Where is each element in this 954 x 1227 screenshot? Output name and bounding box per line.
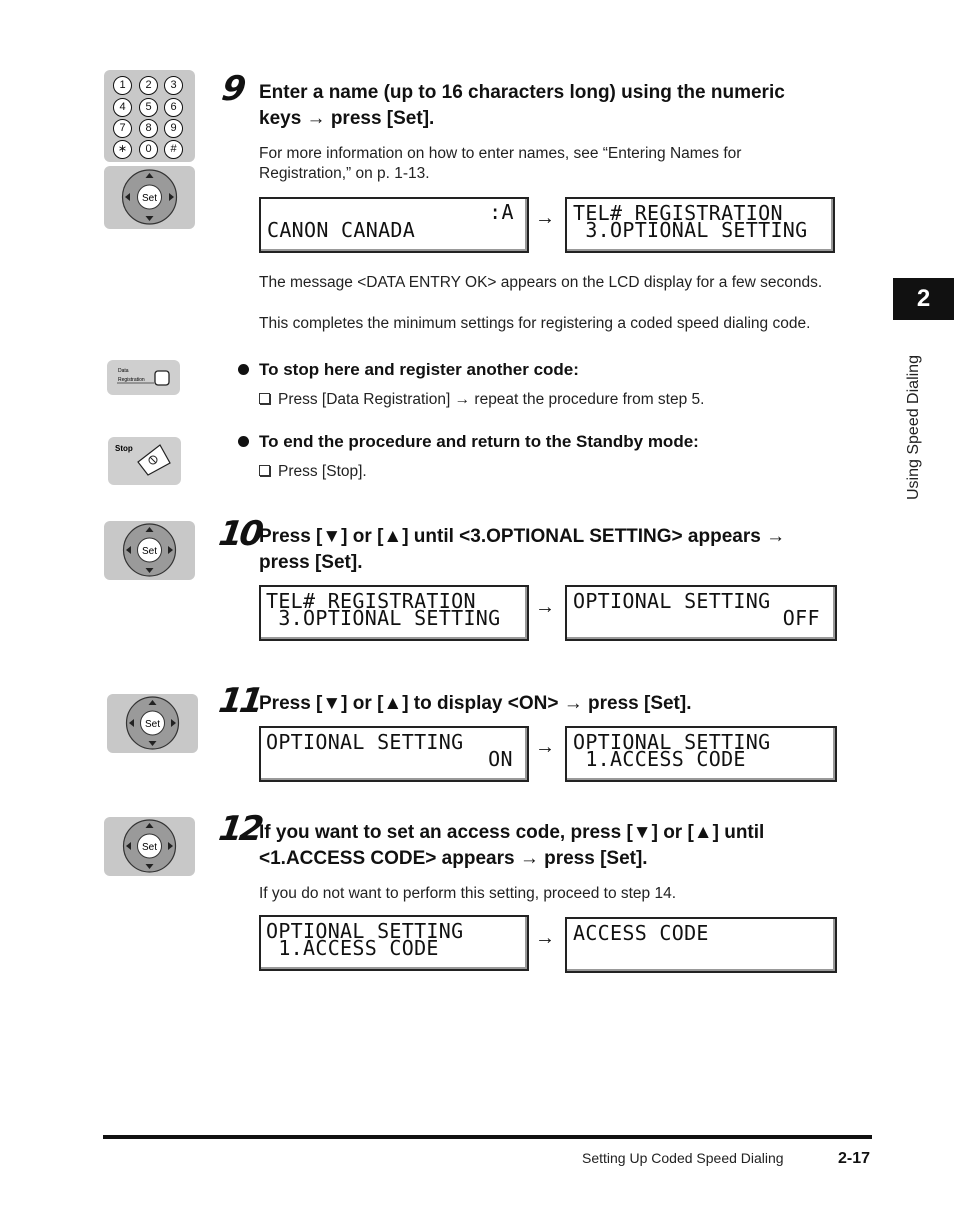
step-title-line: If you want to set an access code, press [▼] or [▲] until bbox=[259, 822, 765, 843]
set-dpad-illustration bbox=[104, 817, 195, 876]
arrow-icon: → bbox=[535, 927, 555, 949]
step-title bbox=[259, 524, 785, 576]
key-8-icon: 8 bbox=[139, 119, 158, 138]
step-title bbox=[259, 820, 764, 872]
set-dpad-illustration bbox=[107, 694, 198, 753]
lcd-line: :A bbox=[267, 200, 514, 224]
stop-key-label: Stop bbox=[115, 444, 133, 453]
lcd-line: TEL# REGISTRATION bbox=[266, 589, 476, 613]
page-number: 2-17 bbox=[838, 1150, 871, 1167]
lcd-display-after bbox=[565, 726, 837, 782]
step-number: 9 bbox=[219, 69, 246, 109]
key-4-icon: 4 bbox=[113, 98, 132, 117]
footer-section-title: Setting Up Coded Speed Dialing bbox=[582, 1150, 784, 1166]
info-text: This completes the minimum settings for registering a coded speed dialing code. bbox=[259, 315, 811, 332]
lcd-line: ON bbox=[266, 747, 513, 771]
bullet-item bbox=[259, 390, 704, 410]
key-7-icon: 7 bbox=[113, 119, 132, 138]
bullet-icon bbox=[238, 364, 249, 375]
lcd-line: OPTIONAL SETTING bbox=[266, 919, 464, 943]
bullet-icon bbox=[238, 436, 249, 447]
info-text: The message <DATA ENTRY OK> appears on the LCD display for a few seconds. bbox=[259, 274, 823, 291]
stop-key-icon bbox=[108, 437, 181, 485]
footer-rule bbox=[103, 1135, 872, 1139]
lcd-display-before bbox=[259, 197, 529, 253]
lcd-line: OPTIONAL SETTING bbox=[266, 730, 464, 754]
set-key-label: Set bbox=[141, 546, 158, 557]
step-title-line: Enter a name (up to 16 characters long) using the numeric bbox=[259, 82, 785, 103]
step-number: 12 bbox=[216, 809, 264, 849]
data-key-label-line: Data bbox=[118, 368, 129, 374]
set-key-label: Set bbox=[141, 193, 158, 204]
stop-key-illustration bbox=[108, 437, 181, 485]
chapter-tab: 2 bbox=[893, 278, 954, 320]
data-key-label-line: Registration bbox=[118, 377, 145, 383]
lcd-line: OFF bbox=[573, 606, 820, 630]
set-key-label: Set bbox=[144, 719, 161, 730]
arrow-icon: → bbox=[535, 207, 555, 229]
lcd-line: OPTIONAL SETTING bbox=[573, 730, 771, 754]
bullet-item-text: Press [Stop]. bbox=[278, 463, 367, 480]
key-star-icon: ∗ bbox=[113, 140, 132, 159]
lcd-display-after bbox=[565, 585, 837, 641]
set-key-label: Set bbox=[141, 842, 158, 853]
step-note: If you do not want to perform this setting, proceed to step 14. bbox=[259, 885, 677, 902]
lcd-display-before bbox=[259, 585, 529, 641]
step-number: 11 bbox=[216, 681, 264, 721]
lcd-line: 3.OPTIONAL SETTING bbox=[266, 606, 501, 630]
dpad-icon bbox=[107, 694, 198, 753]
lcd-display-before bbox=[259, 726, 529, 782]
lcd-line: 3.OPTIONAL SETTING bbox=[573, 218, 808, 242]
step-title bbox=[259, 80, 785, 132]
bullet-heading: To end the procedure and return to the Standby mode: bbox=[259, 432, 699, 451]
data-registration-key-icon bbox=[107, 360, 180, 395]
checkbox-icon bbox=[259, 465, 270, 476]
step-note bbox=[259, 144, 741, 184]
step-note-line: For more information on how to enter names, see “Entering Names for bbox=[259, 145, 742, 162]
arrow-icon: → bbox=[535, 736, 555, 758]
step-title-line: Press [▼] or [▲] until <3.OPTIONAL SETTING> appears → bbox=[259, 526, 786, 547]
dpad-icon bbox=[104, 817, 195, 876]
set-dpad-illustration bbox=[104, 521, 195, 580]
lcd-line: 1.ACCESS CODE bbox=[266, 936, 439, 960]
step-title bbox=[259, 691, 692, 717]
data-registration-key-illustration bbox=[107, 360, 180, 395]
bullet-heading: To stop here and register another code: bbox=[259, 360, 579, 379]
key-hash-icon: # bbox=[164, 140, 183, 159]
key-0-icon: 0 bbox=[139, 140, 158, 159]
numeric-keypad-illustration bbox=[104, 70, 195, 162]
key-2-icon: 2 bbox=[139, 76, 158, 95]
step-note-line: Registration,” on p. 1-13. bbox=[259, 165, 430, 182]
step-number: 10 bbox=[216, 514, 264, 554]
lcd-line: OPTIONAL SETTING bbox=[573, 589, 771, 613]
key-5-icon: 5 bbox=[139, 98, 158, 117]
step-title-line: keys → press [Set]. bbox=[259, 108, 435, 129]
arrow-icon: → bbox=[535, 596, 555, 618]
step-title-line: Press [▼] or [▲] to display <ON> → press [Set]. bbox=[259, 693, 692, 714]
checkbox-icon bbox=[259, 393, 270, 404]
key-1-icon: 1 bbox=[113, 76, 132, 95]
bullet-item-text: Press [Data Registration] → repeat the procedure from step 5. bbox=[278, 391, 705, 408]
key-6-icon: 6 bbox=[164, 98, 183, 117]
dpad-icon bbox=[104, 521, 195, 580]
key-3-icon: 3 bbox=[164, 76, 183, 95]
set-dpad-illustration bbox=[104, 166, 195, 229]
step-title-line: <1.ACCESS CODE> appears → press [Set]. bbox=[259, 848, 648, 869]
chapter-side-label: Using Speed Dialing bbox=[905, 355, 922, 500]
lcd-line: ACCESS CODE bbox=[573, 921, 709, 945]
lcd-line: CANON CANADA bbox=[267, 218, 416, 242]
step-title-line: press [Set]. bbox=[259, 552, 363, 573]
lcd-line: TEL# REGISTRATION bbox=[573, 201, 783, 225]
bullet-item bbox=[259, 462, 367, 482]
lcd-line: 1.ACCESS CODE bbox=[573, 747, 746, 771]
lcd-display-after bbox=[565, 197, 835, 253]
lcd-display-before bbox=[259, 915, 529, 971]
lcd-display-after bbox=[565, 917, 837, 973]
key-9-icon: 9 bbox=[164, 119, 183, 138]
dpad-icon bbox=[104, 166, 195, 229]
